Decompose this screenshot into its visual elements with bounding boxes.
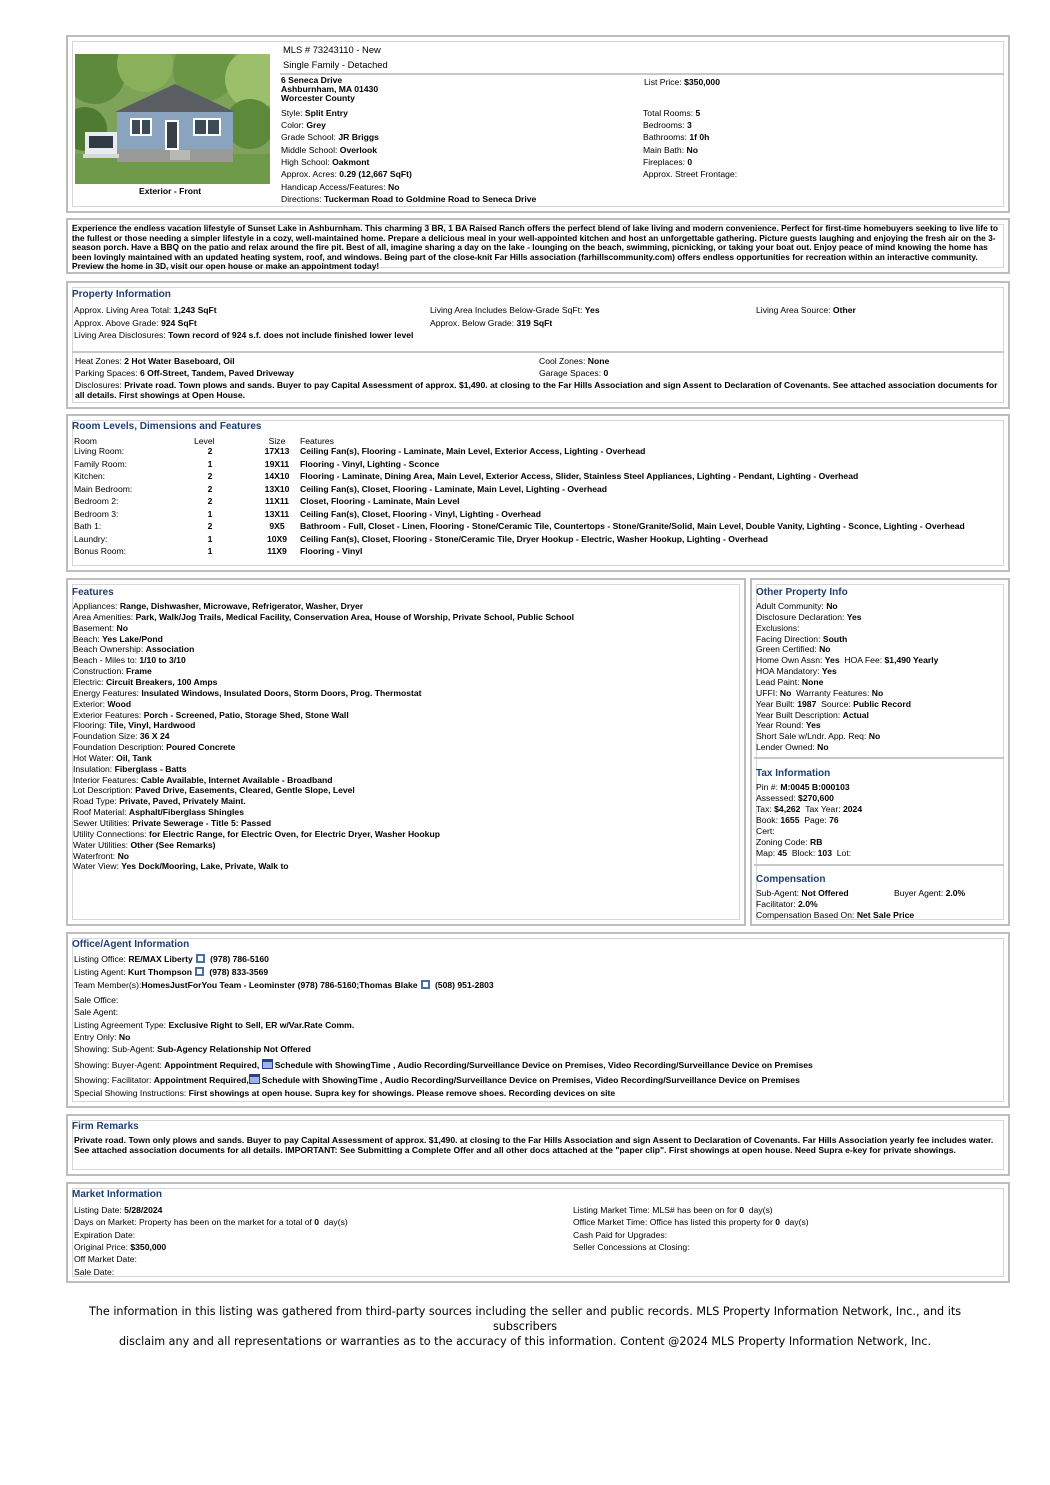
room-name: Laundry:: [74, 533, 108, 544]
room-features: Bathroom - Full, Closet - Linen, Flooring - Stone/Ceramic Tile, Countertops - Stone/Granite/Solid, Main Level, Double Vanity, Lighting - Sconce, Lighting - Overhead: [300, 521, 965, 531]
feature-item: Exterior Features: Porch - Screened, Patio, Storage Shed, Stone Wall: [73, 709, 349, 720]
living-area-below-grade-incl: Living Area Includes Below-Grade SqFt: Yes: [430, 305, 600, 315]
sale-office: Sale Office:: [74, 995, 119, 1005]
room-row: [74, 496, 974, 509]
feature-item: Appliances: Range, Dishwasher, Microwave, Refrigerator, Washer, Dryer: [73, 601, 364, 611]
off-market-date: Off Market Date:: [74, 1254, 137, 1264]
other-item: Lead Paint: None: [756, 676, 824, 687]
feature-item: Basement: No: [73, 622, 128, 633]
days-on-market: Days on Market: Property has been on the market for a total of 0 day(s): [74, 1217, 348, 1227]
feature-item: Area Amenities: Park, Walk/Jog Trails, Medical Facility, Conservation Area, House of Worship, Private School, Public School: [73, 611, 574, 622]
feature-item: Energy Features: Insulated Windows, Insulated Doors, Storm Doors, Prog. Thermostat: [73, 687, 422, 698]
room-row: [74, 484, 974, 497]
feature-item: Hot Water: Oil, Tank: [73, 752, 152, 763]
disclaimer-line-2: disclaim any and all representations or warranties as to the accuracy of this information. Content @2024 MLS Property Information Network, Inc.: [118, 1335, 932, 1348]
room-level: 2: [207, 446, 213, 456]
feature-item: Waterfront: No: [73, 850, 130, 861]
header-field: Style: Split Entry: [281, 108, 348, 118]
room-level: 1: [207, 546, 213, 556]
other-item: Disclosure Declaration: Yes: [756, 611, 862, 622]
room-size: 11X9: [267, 546, 287, 556]
room-name: Main Bedroom:: [74, 483, 133, 494]
living-area-total: Approx. Living Area Total: 1,243 SqFt: [74, 305, 217, 315]
showing-facilitator: Showing: Facilitator: Appointment Required, Schedule with ShowingTime , Audio Recording/Surveillance Device on Premises, Video Recording/Surveillance Device on Premises: [74, 1075, 800, 1085]
features-title: Features: [72, 587, 114, 598]
facilitator-comp: Facilitator: 2.0%: [756, 899, 818, 909]
header-field: Bathrooms: 1f 0h: [643, 132, 710, 142]
room-features: Ceiling Fan(s), Flooring - Laminate, Main Level, Exterior Access, Lighting - Overhead: [300, 446, 646, 456]
rooms-body: [74, 446, 974, 559]
header-field: Middle School: Overlook: [281, 145, 378, 155]
sub-agent-comp: Sub-Agent: Not Offered: [756, 888, 849, 898]
compensation-title: Compensation: [756, 874, 826, 885]
room-name: Bedroom 3:: [74, 508, 119, 519]
rooms-col-size: Size: [268, 436, 286, 446]
address-line-2: Ashburnham, MA 01430: [281, 84, 379, 94]
room-row: [74, 534, 974, 547]
tax-item: Zoning Code: RB: [756, 836, 823, 847]
showing-buyer-agent: Showing: Buyer-Agent: Appointment Required, Schedule with ShowingTime , Audio Recording/Surveillance Device on Premises, Video Recording/Surveillance Device on Premises: [74, 1060, 813, 1070]
rooms-title: Room Levels, Dimensions and Features: [72, 421, 262, 432]
other-item: Exclusions:: [756, 622, 800, 633]
feature-item: Foundation Size: 36 X 24: [73, 731, 170, 742]
team-members: Team Member(s):HomesJustForYou Team - Leominster (978) 786-5160;Thomas Blake (508) 951-2803: [74, 980, 494, 990]
property-divider: [72, 351, 1004, 353]
firm-remarks-title: Firm Remarks: [72, 1121, 139, 1132]
listing-agreement: Listing Agreement Type: Exclusive Right to Sell, ER w/Var.Rate Comm.: [74, 1020, 355, 1030]
buyer-agent-comp: Buyer Agent: 2.0%: [894, 888, 966, 898]
cash-paid-upgrades: Cash Paid for Upgrades:: [573, 1230, 668, 1240]
above-grade: Approx. Above Grade: 924 SqFt: [74, 318, 197, 328]
room-features: Flooring - Laminate, Dining Area, Main Level, Exterior Access, Slider, Stainless Steel Appliances, Lighting - Pendant, Lighting - Overhead: [300, 471, 859, 481]
other-item: HOA Mandatory: Yes: [756, 666, 837, 677]
office-agent-title: Office/Agent Information: [72, 939, 190, 950]
other-item: Lender Owned: No: [756, 742, 829, 753]
disclosures: Disclosures: Private road. Town plows and sands. Buyer to pay Capital Assessment of approx. $1,490. at closing to the Far Hills Association and sign Assent to Declaration of Covenants. See attached association documents for all details. First showings at Open House.: [75, 380, 998, 400]
feature-item: Beach Ownership: Association: [73, 644, 195, 655]
room-level: 2: [207, 483, 213, 494]
showingtime-icon[interactable]: [249, 1074, 260, 1084]
room-size: 11X11: [265, 496, 289, 506]
other-item: Year Round: Yes: [756, 720, 821, 731]
room-size: 13X10: [264, 483, 290, 494]
feature-item: Sewer Utilities: Private Sewerage - Title 5: Passed: [73, 818, 272, 828]
feature-item: Exterior: Wood: [73, 698, 132, 709]
room-features: Ceiling Fan(s), Closet, Flooring - Laminate, Main Level, Lighting - Overhead: [300, 483, 608, 494]
tax-item: Tax: $4,262 Tax Year: 2024: [756, 803, 863, 814]
other-item: Facing Direction: South: [756, 633, 848, 644]
room-row: [74, 546, 974, 559]
office-contact-icon[interactable]: [196, 954, 205, 963]
living-area-disclosures: Living Area Disclosures: Town record of 924 s.f. does not include finished lower level: [74, 330, 414, 340]
feature-item: Foundation Description: Poured Concrete: [73, 742, 236, 753]
feature-item: Beach - Miles to: 1/10 to 3/10: [73, 655, 186, 666]
property-type: Single Family - Detached: [283, 59, 388, 70]
tax-divider: [754, 757, 1004, 759]
room-features: Flooring - Vinyl, Lighting - Sconce: [300, 458, 440, 469]
header-field: Bedrooms: 3: [643, 120, 692, 130]
header-field: Approx. Acres: 0.29 (12,667 SqFt): [281, 169, 412, 179]
cool-zones: Cool Zones: None: [539, 356, 610, 366]
room-name: Living Room:: [74, 446, 125, 456]
house-photo-image: [75, 54, 270, 184]
other-info-title: Other Property Info: [756, 587, 848, 598]
original-price: Original Price: $350,000: [74, 1242, 167, 1252]
room-level: 2: [207, 471, 213, 481]
room-level: 1: [207, 458, 213, 469]
tax-item: Book: 1655 Page: 76: [756, 814, 839, 825]
property-info-title: Property Information: [72, 289, 171, 300]
feature-item: Road Type: Private, Paved, Privately Maint.: [73, 796, 246, 807]
other-item: Home Own Assn: Yes HOA Fee: $1,490 Yearly: [756, 655, 939, 666]
listing-office: Listing Office: RE/MAX Liberty (978) 786-5160: [74, 954, 269, 964]
feature-item: Beach: Yes Lake/Pond: [73, 633, 163, 644]
room-name: Kitchen:: [74, 471, 106, 481]
agent-contact-icon[interactable]: [195, 967, 204, 976]
tax-item: Assessed: $270,600: [756, 792, 834, 803]
tax-item: Map: 45 Block: 103 Lot:: [756, 847, 852, 858]
listing-market-time: Listing Market Time: MLS# has been on for 0 day(s): [573, 1205, 773, 1215]
other-item: Short Sale w/Lndr. App. Req: No: [756, 731, 881, 742]
room-name: Bath 1:: [74, 521, 102, 531]
room-features: Closet, Flooring - Laminate, Main Level: [300, 496, 460, 506]
header-field: Grade School: JR Briggs: [281, 132, 379, 142]
disclaimer-line-1: The information in this listing was gathered from third-party sources including the seller and public records. MLS Property Information Network, Inc., and its subscribers: [88, 1305, 962, 1333]
room-size: 17X13: [264, 446, 290, 456]
mls-number: MLS # 73243110 - New: [283, 44, 381, 55]
below-grade: Approx. Below Grade: 319 SqFt: [430, 318, 553, 328]
room-size: 9X5: [269, 521, 285, 531]
special-showing-instructions: Special Showing Instructions: First showings at open house. Supra key for showings. Please remove shoes. Recording devices on site: [74, 1088, 616, 1098]
heat-zones: Heat Zones: 2 Hot Water Baseboard, Oil: [75, 356, 235, 366]
room-level: 1: [207, 533, 213, 544]
disclaimer-footer: [60, 1304, 990, 1349]
header-field: Handicap Access/Features: No: [281, 182, 400, 192]
county: Worcester County: [281, 93, 355, 103]
room-row: [74, 446, 974, 459]
room-level: 2: [207, 521, 213, 531]
list-price-value: $350,000: [684, 77, 720, 87]
listing-date: Listing Date: 5/28/2024: [74, 1205, 163, 1215]
expiration-date: Expiration Date:: [74, 1230, 136, 1240]
feature-item: Insulation: Fiberglass - Batts: [73, 763, 187, 774]
parking-spaces: Parking Spaces: 6 Off-Street, Tandem, Paved Driveway: [75, 368, 295, 378]
other-item: Year Built Description: Actual: [756, 709, 869, 720]
feature-item: Roof Material: Asphalt/Fiberglass Shingles: [73, 807, 244, 818]
room-size: 13X11: [264, 508, 290, 519]
header-field: Approx. Street Frontage:: [643, 169, 738, 179]
feature-item: Flooring: Tile, Vinyl, Hardwood: [73, 720, 196, 731]
feature-item: Construction: Frame: [73, 666, 152, 677]
room-level: 2: [207, 496, 213, 506]
room-features: Ceiling Fan(s), Closet, Flooring - Stone/Ceramic Tile, Dryer Hookup - Electric, Washer Hookup, Lighting - Overhead: [300, 533, 768, 544]
garage-spaces: Garage Spaces: 0: [539, 368, 609, 378]
showingtime-icon[interactable]: [262, 1059, 273, 1069]
listing-agent: Listing Agent: Kurt Thompson (978) 833-3569: [74, 967, 269, 977]
photo-caption: Exterior - Front: [139, 186, 202, 196]
rooms-header-row: [74, 436, 974, 446]
room-name: Family Room:: [74, 458, 128, 469]
office-market-time: Office Market Time: Office has listed this property for 0 day(s): [573, 1217, 809, 1227]
sale-agent: Sale Agent:: [74, 1007, 118, 1017]
other-item: Year Built: 1987 Source: Public Record: [756, 698, 911, 709]
other-item: Adult Community: No: [756, 601, 838, 611]
list-price: [644, 77, 720, 88]
header-divider: [280, 73, 1004, 75]
header-field: High School: Oakmont: [281, 157, 370, 167]
rooms-col-features: Features: [300, 436, 334, 446]
room-row: [74, 471, 974, 484]
market-info-title: Market Information: [72, 1189, 163, 1200]
room-features: Flooring - Vinyl: [300, 546, 363, 556]
room-level: 1: [207, 508, 213, 519]
tax-item: Cert:: [756, 825, 775, 836]
room-name: Bonus Room:: [74, 546, 127, 556]
compensation-divider: [754, 864, 1004, 866]
header-field: Main Bath: No: [643, 145, 698, 155]
feature-item: Water Utilities: Other (See Remarks): [73, 839, 216, 850]
rooms-col-level: Level: [194, 436, 215, 446]
feature-item: Electric: Circuit Breakers, 100 Amps: [73, 676, 218, 687]
seller-concessions: Seller Concessions at Closing:: [573, 1242, 690, 1252]
room-size: 14X10: [264, 471, 290, 481]
header-field: Fireplaces: 0: [643, 157, 693, 167]
header-field: Total Rooms: 5: [643, 108, 701, 118]
tax-item: Pin #: M:0045 B:000103: [756, 782, 850, 792]
room-row: [74, 459, 974, 472]
room-name: Bedroom 2:: [74, 496, 119, 506]
exterior-photo[interactable]: [75, 54, 270, 184]
market-info-box: [66, 1182, 1010, 1283]
tax-title: Tax Information: [756, 768, 831, 779]
room-row: [74, 521, 974, 534]
rooms-table: [74, 436, 974, 559]
feature-item: Lot Description: Paved Drive, Easements, Cleared, Gentle Slope, Level: [73, 785, 355, 796]
room-row: [74, 509, 974, 522]
list-price-label: List Price:: [644, 77, 682, 87]
feature-item: Water View: Yes Dock/Mooring, Lake, Private, Walk to: [73, 861, 289, 872]
rooms-col-room: Room: [74, 436, 97, 446]
public-remarks: Experience the endless vacation lifestyle of Sunset Lake in Ashburnham. This charming 3 BR, 1 BA Raised Ranch offers the perfect blend of lake living and modern convenience. Perfect for first-time homebuyers seeking to live life to the fullest or those needing a simpler lifestyle in a cozy, well-maintained home. Prepare a delicious meal in your well-appointed kitchen and host an unforgettable gathering. Picture guests laughing and enjoying the fresh air on the 3-season porch. Have a BBQ on the patio and relax around the fire pit. Best of all, imagine sharing a day on the lake - lounging on the beach, swimming, picnicking, or taking your boat out. Enjoy peace of mind knowing the home has been lovingly maintained with an updated heating system, roof, and windows. Being part of the close-knit Far Hills association (farhillscommunity.com) offers endless opportunities for recreation within an interactive community. Preview the home in 3D, visit our open house or make an appointment today!: [72, 223, 998, 271]
header-field: Color: Grey: [281, 120, 326, 130]
living-area-source: Living Area Source: Other: [756, 305, 856, 315]
room-features: Ceiling Fan(s), Closet, Flooring - Vinyl, Lighting - Overhead: [300, 508, 541, 519]
other-item: UFFI: No Warranty Features: No: [756, 687, 884, 698]
comp-based-on: Compensation Based On: Net Sale Price: [756, 910, 915, 920]
room-size: 10X9: [266, 533, 288, 544]
room-size: 19X11: [264, 458, 290, 469]
other-item: Green Certified: No: [756, 644, 831, 655]
header-field: Directions: Tuckerman Road to Goldmine Road to Seneca Drive: [281, 194, 537, 204]
firm-remarks: Private road. Town only plows and sands. Buyer to pay Capital Assessment of approx. $1,490. at closing to the Far Hills Association and sign Assent to Declaration of Covenants. Far Hills Association yearly fee includes water. See attached association documents for all details. IMPORTANT: See Submitting a Complete Offer and all other docs attached at the "paper clip". First showings at open house. Need Supra e-key for private showings.: [74, 1135, 994, 1155]
sale-date: Sale Date:: [74, 1267, 115, 1277]
feature-item: Interior Features: Cable Available, Internet Available - Broadband: [73, 774, 333, 785]
team-contact-icon[interactable]: [421, 980, 430, 989]
entry-only: Entry Only: No: [74, 1032, 131, 1042]
address-line-1: 6 Seneca Drive: [281, 75, 343, 85]
showing-sub-agent: Showing: Sub-Agent: Sub-Agency Relationship Not Offered: [74, 1044, 311, 1054]
feature-item: Utility Connections: for Electric Range, for Electric Oven, for Electric Dryer, Washer Hookup: [73, 828, 440, 839]
